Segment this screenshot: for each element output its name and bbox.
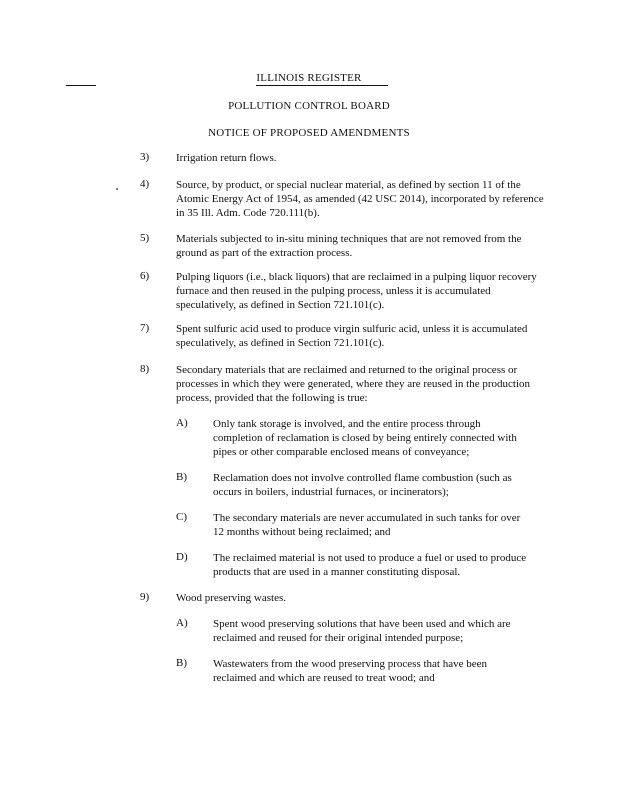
subitem-text: The reclaimed material is not used to produce a fuel or used to produce products that are used in a manner constituting disposal. bbox=[213, 552, 527, 578]
item-number: 4) bbox=[140, 178, 150, 190]
item-number: 5) bbox=[140, 232, 150, 244]
stray-mark bbox=[116, 188, 118, 190]
subitem-text: The secondary materials are never accumulated in such tanks for over 12 months without being reclaimed; and bbox=[213, 512, 521, 538]
item-text: Wood preserving wastes. bbox=[176, 592, 287, 604]
subitem-letter: A) bbox=[176, 417, 188, 429]
item-number: 6) bbox=[140, 270, 150, 282]
board-title: POLLUTION CONTROL BOARD bbox=[228, 100, 390, 112]
subitem-letter: B) bbox=[176, 471, 187, 483]
header-rule-right bbox=[358, 85, 388, 86]
item-text: Materials subjected to in-situ mining techniques that are not removed from the ground as part of the extraction process. bbox=[176, 233, 522, 259]
subitem-letter: B) bbox=[176, 657, 187, 669]
register-title-text: ILLINOIS REGISTER bbox=[256, 72, 362, 84]
subitem-text: Spent wood preserving solutions that have been used and which are reclaimed and reused for their original intended purpose; bbox=[213, 618, 511, 644]
subitem-letter: D) bbox=[176, 551, 188, 563]
subitem-text: Only tank storage is involved, and the entire process through completion of reclamation is closed by being entirely connected with pipes or other comparable enclosed means of conveyance; bbox=[213, 418, 517, 458]
subitem-text: Wastewaters from the wood preserving process that have been reclaimed and which are reused to treat wood; and bbox=[213, 658, 488, 684]
register-title bbox=[0, 72, 618, 84]
item-number: 7) bbox=[140, 322, 150, 334]
notice-title: NOTICE OF PROPOSED AMENDMENTS bbox=[208, 127, 410, 139]
item-text: Secondary materials that are reclaimed and returned to the original process or processes in which they were generated, where they are reused in the production process, provided that the following is true: bbox=[176, 364, 530, 404]
subitem-letter: A) bbox=[176, 617, 188, 629]
item-text: Irrigation return flows. bbox=[176, 152, 277, 164]
item-number: 9) bbox=[140, 591, 150, 603]
header-rule-left bbox=[66, 85, 96, 86]
item-number: 8) bbox=[140, 363, 150, 375]
subitem-letter: C) bbox=[176, 511, 187, 523]
item-text: Spent sulfuric acid used to produce virgin sulfuric acid, unless it is accumulated speculatively, as defined in Section 721.101(c). bbox=[176, 323, 528, 349]
item-text: Pulping liquors (i.e., black liquors) that are reclaimed in a pulping liquor recovery furnace and then reused in the pulping process, unless it is accumulated speculatively, as defined in Section 721.101(c). bbox=[176, 271, 537, 311]
subitem-text: Reclamation does not involve controlled flame combustion (such as occurs in boilers, industrial furnaces, or incinerators); bbox=[213, 472, 512, 498]
item-number: 3) bbox=[140, 151, 150, 163]
item-text: Source, by product, or special nuclear material, as defined by section 11 of the Atomic Energy Act of 1954, as amended (42 USC 2014), incorporated by reference in 35 Ill. Adm. Code 720.111(b). bbox=[176, 179, 544, 219]
